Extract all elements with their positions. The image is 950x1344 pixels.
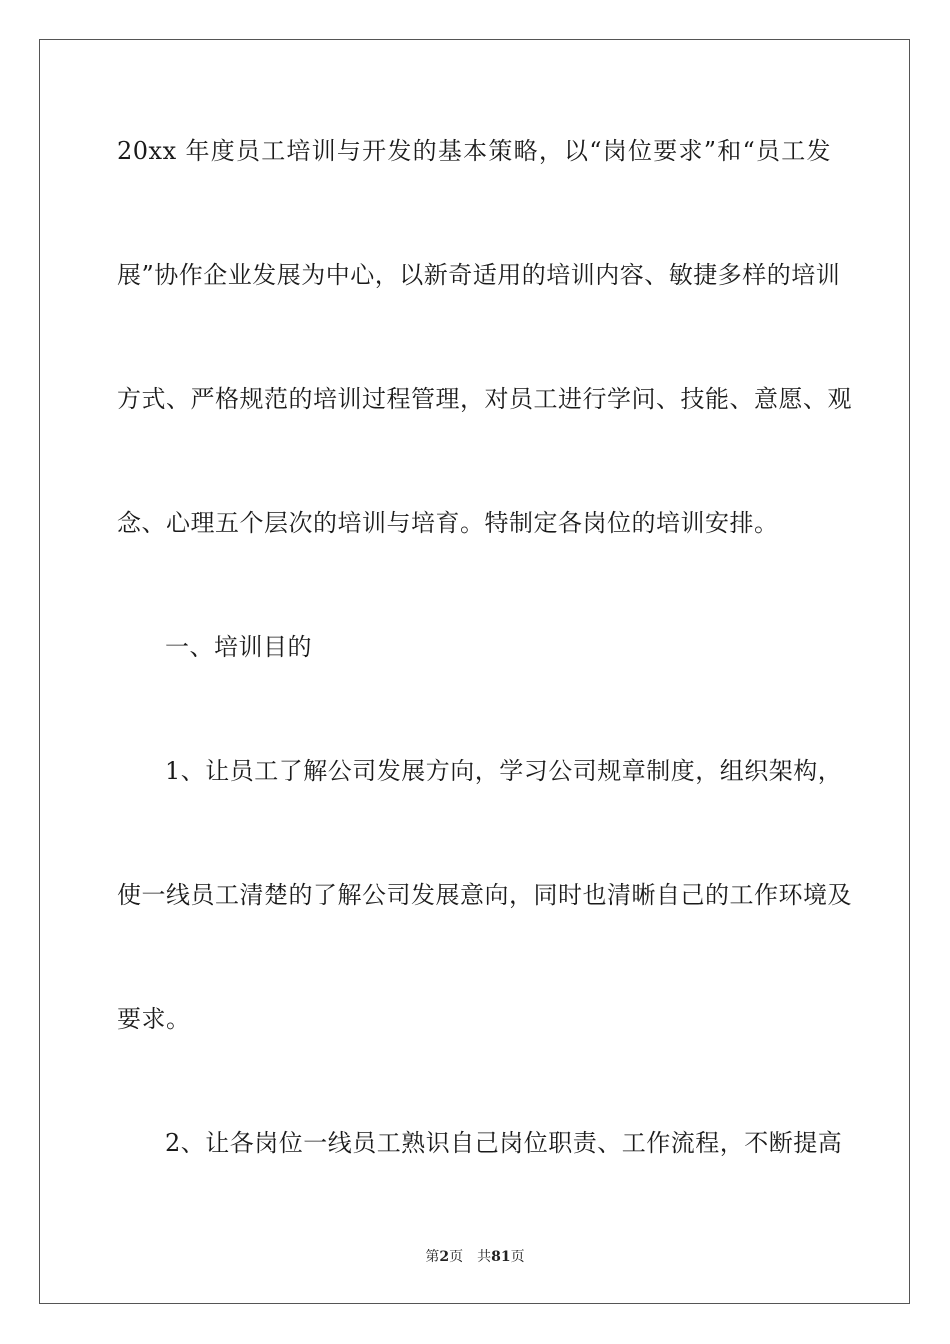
body-line-6: 1、让员工了解公司发展方向，学习公司规章制度，组织架构，: [165, 757, 843, 785]
footer-page-number: 2: [439, 1249, 450, 1265]
page-footer: [0, 1249, 950, 1265]
footer-total-pages: 81: [491, 1249, 511, 1265]
body-line-7: 使一线员工清楚的了解公司发展意向，同时也清晰自己的工作环境及: [117, 881, 852, 909]
body-line-1: 20xx 年度员工培训与开发的基本策略，以“岗位要求”和“员工发: [117, 137, 831, 165]
page-frame: [39, 39, 910, 1304]
footer-page-prefix: 第: [425, 1249, 440, 1265]
footer-page-suffix: 页: [449, 1249, 464, 1265]
footer-total-prefix: 共: [477, 1249, 492, 1265]
body-line-2: 展”协作企业发展为中心，以新奇适用的培训内容、敏捷多样的培训: [117, 261, 841, 289]
section-heading: 一、培训目的: [165, 633, 312, 661]
body-line-3: 方式、严格规范的培训过程管理，对员工进行学问、技能、意愿、观: [117, 385, 852, 413]
body-line-4: 念、心理五个层次的培训与培育。特制定各岗位的培训安排。: [117, 509, 779, 537]
footer-total-suffix: 页: [510, 1249, 525, 1265]
body-line-8: 要求。: [117, 1005, 191, 1033]
body-line-9: 2、让各岗位一线员工熟识自己岗位职责、工作流程，不断提高: [165, 1129, 843, 1157]
